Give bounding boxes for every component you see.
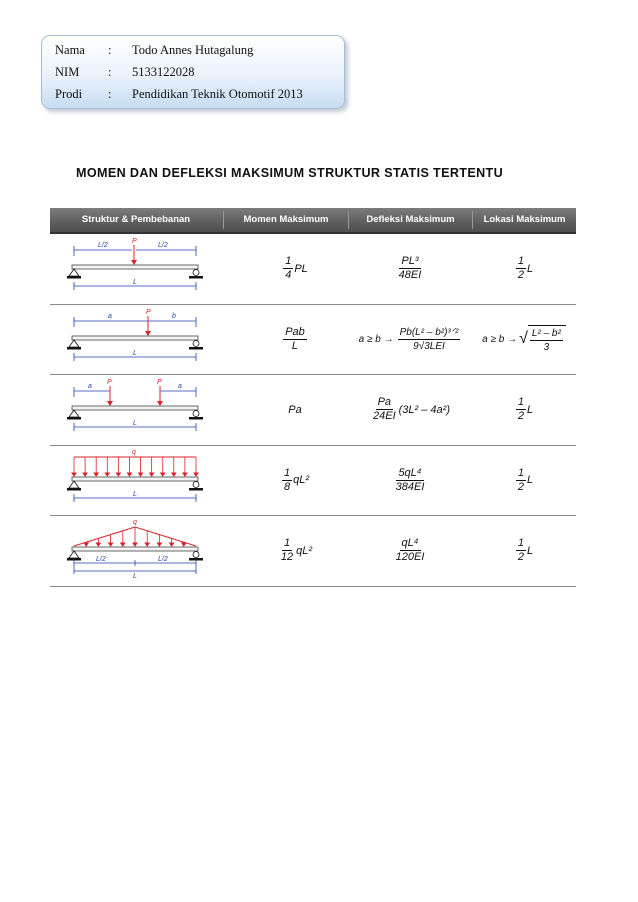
svg-text:L/2: L/2 <box>96 556 106 563</box>
location-cell: a ≥ b → √ $\frac{\text{L² – b²}}{3}$ <box>472 305 576 375</box>
deflection-condition: a ≥ b → <box>358 333 394 345</box>
header-deflection: Defleksi Maksimum <box>366 214 455 225</box>
svg-text:L: L <box>133 349 137 357</box>
table-row <box>50 232 576 305</box>
student-identity-box <box>41 35 345 109</box>
moment-cell: $\frac{1}{12}$ qL² <box>280 537 313 564</box>
identity-value: 5133122028 <box>132 65 195 79</box>
dim-label-half-left: L/2 <box>98 242 108 249</box>
moment-cell <box>242 375 348 445</box>
beam-formula-table <box>50 208 576 587</box>
header-location: Lokasi Maksimum <box>483 214 566 225</box>
table-row <box>50 446 576 517</box>
moment-cell: $\frac{\text{Pab}}{L}$ <box>285 325 305 352</box>
header-structure: Struktur & Pembebanan <box>81 214 191 225</box>
identity-value: Todo Annes Hutagalung <box>132 43 254 57</box>
svg-text:L: L <box>133 573 137 580</box>
dim-label-half-right: L/2 <box>158 242 168 249</box>
beam-diagram-uniform-load <box>60 446 210 512</box>
location-condition: a ≥ b → <box>482 333 518 345</box>
header-moment: Momen Maksimum <box>243 214 329 225</box>
svg-text:q: q <box>133 519 137 526</box>
moment-text: Pa <box>288 403 302 416</box>
location-cell: $\frac{1}{2}$ L <box>517 396 534 423</box>
page-title: MOMEN DAN DEFLEKSI MAKSIMUM STRUKTUR STATIS TERTENTU <box>76 166 504 180</box>
svg-text:a: a <box>88 383 92 390</box>
table-row <box>50 375 576 446</box>
deflection-cell: a ≥ b → $\frac{\text{Pb(L² – b²)³ᐟ²}}{\text{9√3LEI}}$ <box>358 326 459 352</box>
deflection-cell: $\frac{\text{qL⁴}}{120EI}$ <box>395 537 425 564</box>
svg-text:b: b <box>172 312 176 320</box>
svg-text:a: a <box>108 312 112 320</box>
svg-text:L/2: L/2 <box>158 556 168 563</box>
svg-text:q: q <box>132 448 136 456</box>
deflection-cell: $\frac{\text{5qL⁴}}{384EI}$ <box>395 466 425 493</box>
table-row <box>50 516 576 587</box>
svg-text:a: a <box>178 383 182 390</box>
svg-text:P: P <box>157 379 162 386</box>
identity-colon: : <box>108 87 112 101</box>
identity-colon: : <box>108 65 112 79</box>
identity-value: Pendidikan Teknik Otomotif 2013 <box>132 87 303 101</box>
moment-tail: PL <box>294 262 308 275</box>
moment-cell: $\frac{1}{4}$ PL <box>285 255 308 282</box>
load-label-p: P <box>146 308 151 316</box>
svg-text:P: P <box>107 379 112 386</box>
svg-text:L: L <box>133 490 137 498</box>
identity-key: NIM <box>55 65 80 79</box>
location-cell: $\frac{1}{2}$ L <box>517 466 534 493</box>
location-cell: $\frac{1}{2}$ L <box>517 255 534 282</box>
identity-key: Prodi <box>55 87 83 101</box>
beam-diagram-offset-load <box>60 305 210 371</box>
moment-cell: $\frac{1}{8}$ qL² <box>283 466 310 493</box>
identity-colon: : <box>108 43 112 57</box>
beam-diagram-two-loads <box>60 375 210 441</box>
deflection-cell: $\frac{Pa}{24EI}$ (3L² – 4a²) <box>373 396 450 423</box>
load-label-p: P <box>132 238 137 245</box>
identity-key: Nama <box>55 43 85 57</box>
beam-diagram-triangular-load <box>60 516 210 582</box>
table-header <box>50 208 576 232</box>
table-row <box>50 305 576 376</box>
deflection-tail: (3L² – 4a²) <box>398 403 450 416</box>
beam-diagram-central-load <box>60 234 210 300</box>
dim-label-span: L <box>133 279 137 286</box>
deflection-cell: $\frac{\text{PL³}}{48EI}$ <box>398 255 422 282</box>
location-tail: L <box>527 262 534 275</box>
location-cell: $\frac{1}{2}$ L <box>517 537 534 564</box>
svg-text:L: L <box>133 420 137 427</box>
